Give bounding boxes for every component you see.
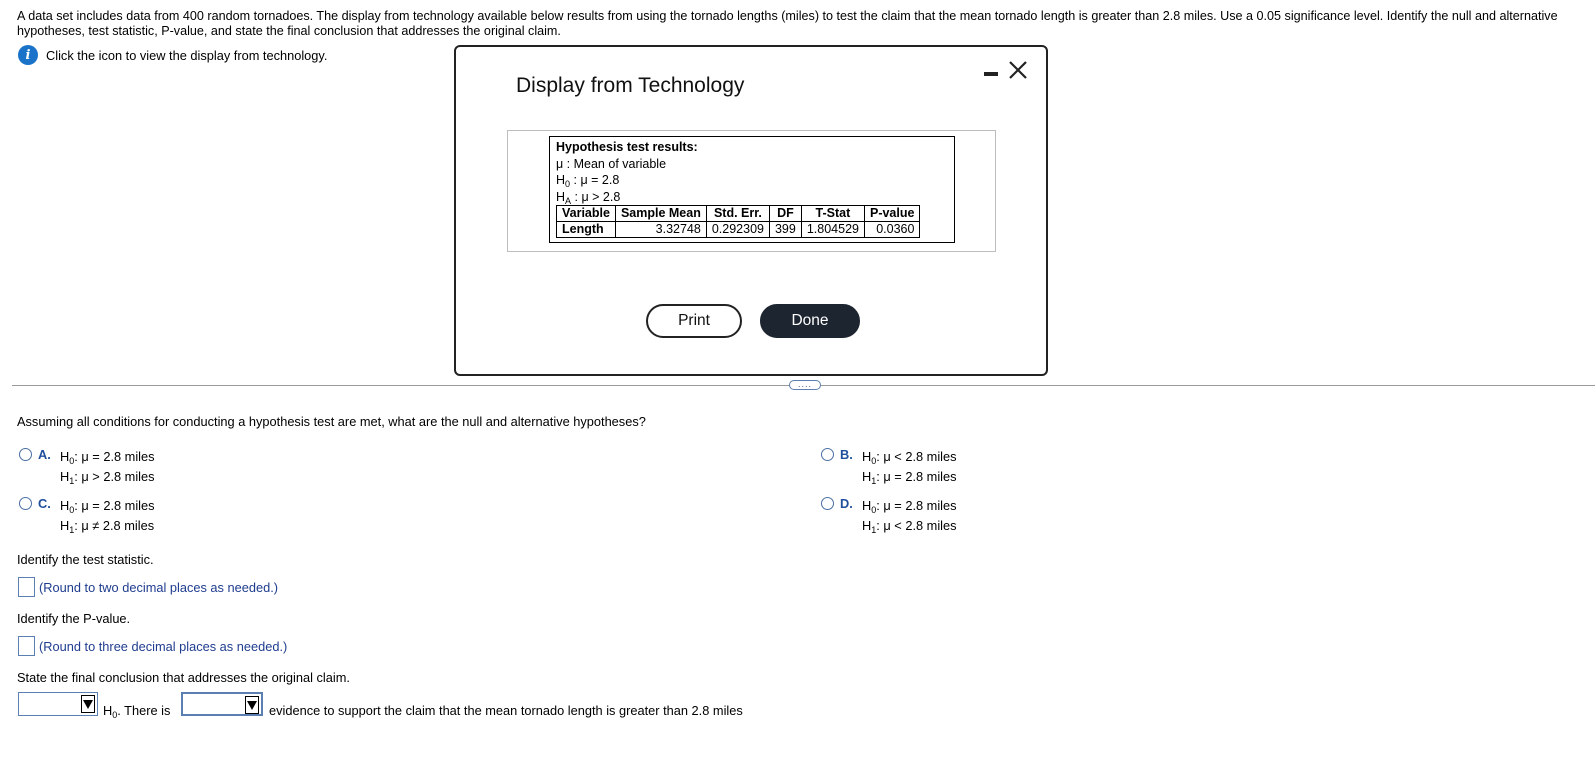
results-table — [556, 205, 920, 238]
table-cell: 399 — [769, 222, 801, 238]
radio-button[interactable] — [821, 497, 834, 510]
test-statistic-hint: (Round to two decimal places as needed.) — [39, 580, 279, 595]
option-h0: $H_0$: μ < 2.8 miles — [862, 449, 957, 466]
technology-display-dialog — [454, 45, 1048, 376]
print-button[interactable]: Print — [646, 304, 742, 338]
option-a[interactable] — [19, 447, 155, 487]
evidence-dropdown[interactable] — [181, 692, 263, 716]
option-h1: $H_1$: μ < 2.8 miles — [862, 518, 957, 535]
technology-output-frame — [507, 130, 996, 252]
alternative-hypothesis: $H_A$ : μ > 2.8 — [556, 189, 621, 206]
radio-button[interactable] — [19, 448, 32, 461]
question-text: A data set includes data from 400 random tornadoes. The display from technology available below results from using the tornado lengths (miles) to test the claim that the mean tornado length is greater than 2.8 miles. Use a 0.05 significance level. Identify the null and alternative hypotheses, test statistic, P-value, and state the final conclusion that addresses the original claim. — [17, 9, 1558, 38]
info-row — [18, 45, 327, 65]
dropdown-arrow-icon[interactable] — [81, 695, 95, 713]
option-letter: A. — [38, 447, 51, 462]
option-h0: $H_0$: μ = 2.8 miles — [862, 498, 957, 515]
minimize-icon[interactable] — [984, 72, 998, 76]
info-text: Click the icon to view the display from technology. — [46, 47, 328, 63]
radio-button[interactable] — [821, 448, 834, 461]
option-h1: $H_1$: μ ≠ 2.8 miles — [60, 518, 155, 535]
table-row — [557, 222, 920, 238]
test-statistic-label: Identify the test statistic. — [17, 552, 154, 567]
conclusion-end-text: evidence to support the claim that the mean tornado length is greater than 2.8 miles — [269, 703, 743, 718]
conclusion-label: State the final conclusion that addresses the original claim. — [17, 670, 350, 685]
dropdown-arrow-icon[interactable] — [245, 696, 259, 714]
mu-definition: μ : Mean of variable — [556, 156, 667, 171]
p-value-input[interactable] — [18, 636, 35, 656]
hypotheses-question: Assuming all conditions for conducting a hypothesis test are met, what are the null and alternative hypotheses? — [17, 414, 646, 429]
column-header: T-Stat — [801, 206, 864, 222]
info-icon[interactable]: i — [18, 45, 38, 65]
test-statistic-input[interactable] — [18, 577, 35, 597]
column-header: P-value — [864, 206, 919, 222]
p-value-label: Identify the P-value. — [17, 611, 131, 626]
decision-dropdown[interactable] — [18, 692, 98, 716]
conclusion-h0-text: $H_0$. There is — [103, 703, 171, 720]
column-header: Sample Mean — [615, 206, 706, 222]
dialog-title: Display from Technology — [516, 74, 745, 97]
column-header: DF — [769, 206, 801, 222]
option-letter: D. — [840, 496, 853, 511]
null-hypothesis: $H_0$ : μ = 2.8 — [556, 173, 620, 189]
option-c[interactable] — [19, 496, 155, 536]
option-h1: $H_1$: μ > 2.8 miles — [60, 469, 155, 486]
option-letter: C. — [38, 496, 51, 511]
option-b[interactable] — [821, 447, 957, 487]
option-h1: $H_1$: μ = 2.8 miles — [862, 469, 957, 486]
column-header: Variable — [557, 206, 616, 222]
hypothesis-test-results — [549, 136, 955, 243]
table-cell: 3.32748 — [615, 222, 706, 238]
table-cell: 1.804529 — [801, 222, 864, 238]
option-h0: $H_0$: μ = 2.8 miles — [60, 498, 155, 515]
p-value-hint: (Round to three decimal places as needed.) — [39, 639, 288, 654]
done-button[interactable]: Done — [760, 304, 860, 338]
option-d[interactable] — [821, 496, 957, 536]
divider-handle[interactable]: .... — [789, 380, 821, 390]
table-header-row — [557, 206, 920, 222]
column-header: Std. Err. — [706, 206, 769, 222]
option-h0: $H_0$: μ = 2.8 miles — [60, 449, 155, 466]
table-cell: 0.0360 — [864, 222, 919, 238]
radio-button[interactable] — [19, 497, 32, 510]
table-cell: Length — [557, 222, 616, 238]
close-icon[interactable] — [1006, 57, 1030, 83]
results-heading: Hypothesis test results: — [556, 140, 698, 154]
table-cell: 0.292309 — [706, 222, 769, 238]
option-letter: B. — [840, 447, 853, 462]
